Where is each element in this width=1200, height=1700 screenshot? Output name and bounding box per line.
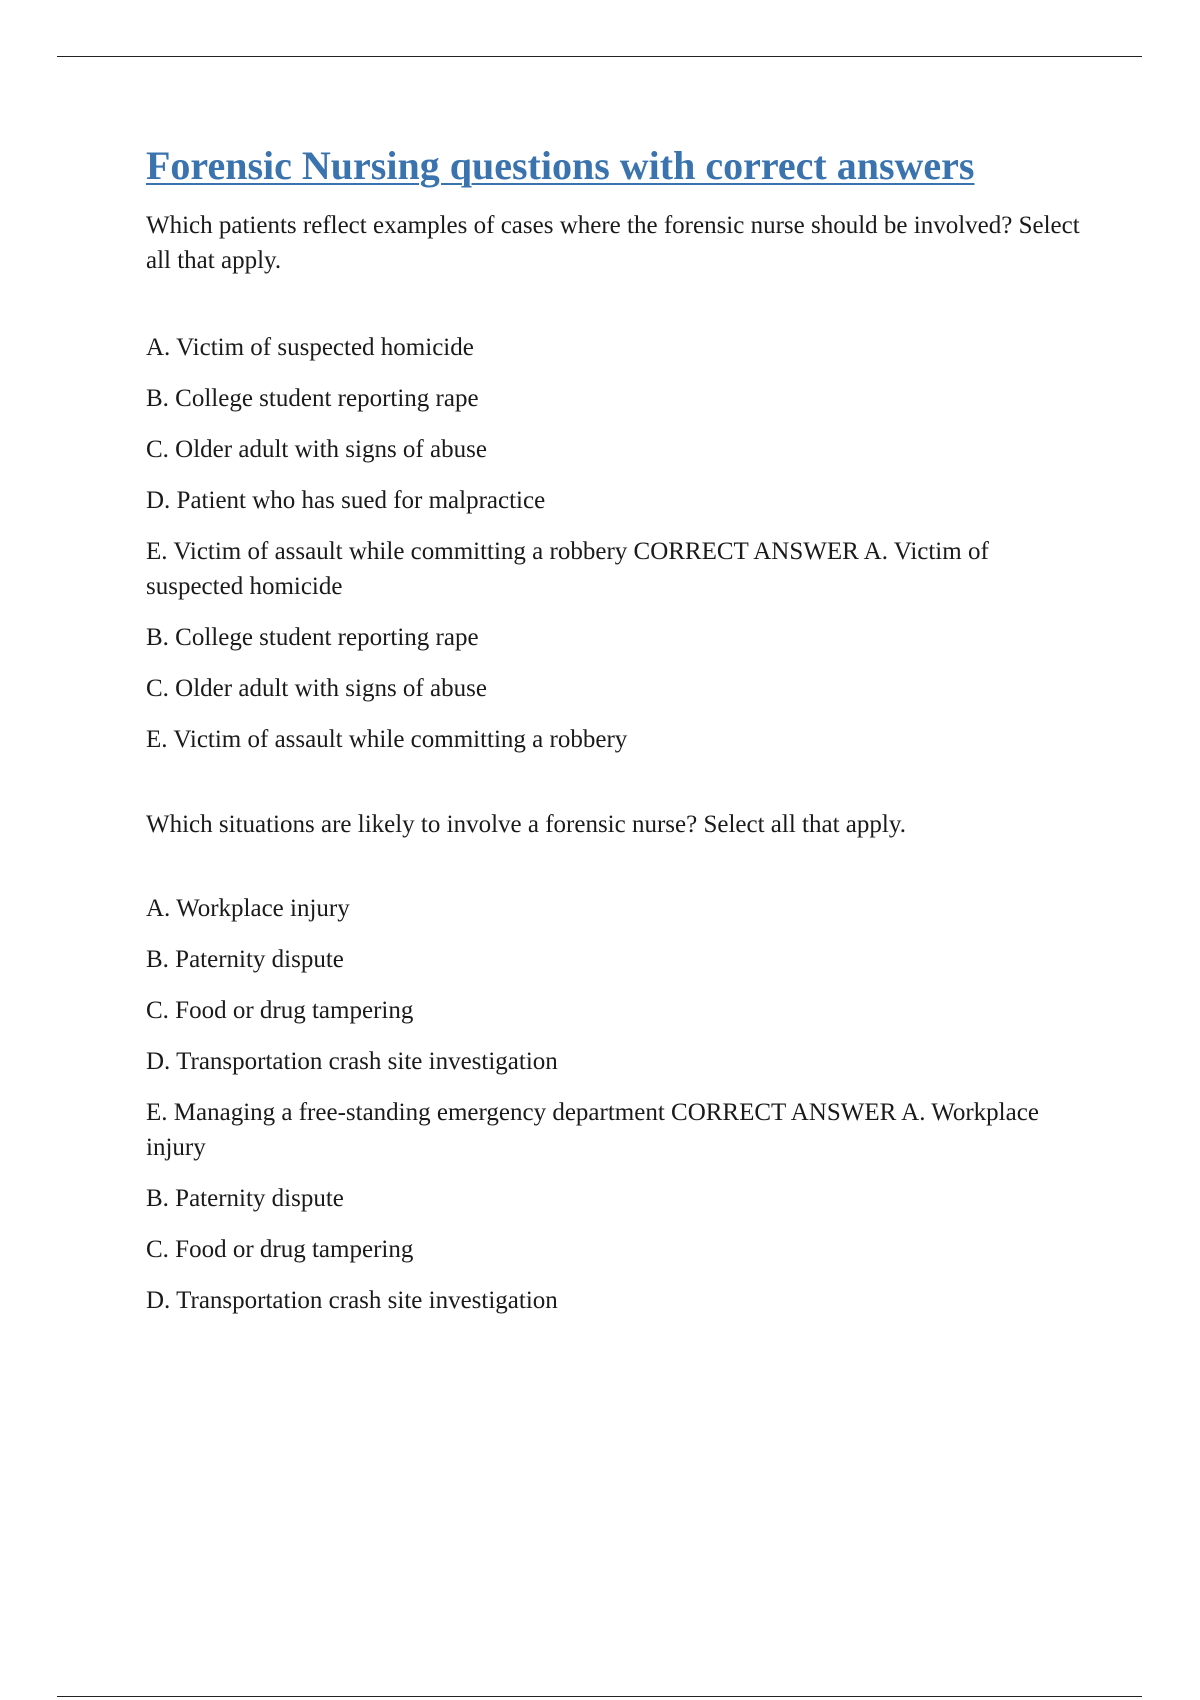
list-item: B. Paternity dispute	[146, 946, 344, 973]
header-rule	[57, 56, 1142, 57]
list-item: E. Victim of assault while committing a robbery	[146, 726, 628, 753]
list-item: C. Food or drug tampering	[146, 1236, 414, 1263]
list-item: A. Victim of suspected homicide	[146, 334, 474, 361]
question-2-text: Which situations are likely to involve a forensic nurse? Select all that apply.	[146, 811, 906, 838]
list-item: D. Patient who has sued for malpractice	[146, 487, 546, 514]
list-item: B. College student reporting rape	[146, 385, 479, 412]
list-item: D. Transportation crash site investigation	[146, 1048, 558, 1075]
question-1-text: Which patients reflect examples of cases where the forensic nurse should be involved? Select all that apply.	[146, 212, 1080, 274]
document-content	[146, 142, 1086, 1334]
list-item: B. Paternity dispute	[146, 1185, 344, 1212]
question-2-options	[146, 891, 1086, 1318]
list-item: A. Workplace injury	[146, 895, 350, 922]
list-item: C. Food or drug tampering	[146, 997, 414, 1024]
footer-rule	[57, 1696, 1142, 1697]
question-2	[146, 807, 1086, 1318]
list-item: B. College student reporting rape	[146, 624, 479, 651]
question-1-options	[146, 330, 1086, 757]
question-1	[146, 208, 1086, 757]
list-item: E. Managing a free-standing emergency department CORRECT ANSWER A. Workplace injury	[146, 1099, 1039, 1161]
document-title: Forensic Nursing questions with correct answers	[146, 143, 975, 188]
list-item: C. Older adult with signs of abuse	[146, 675, 487, 702]
list-item: D. Transportation crash site investigation	[146, 1287, 558, 1314]
list-item: C. Older adult with signs of abuse	[146, 436, 487, 463]
list-item: E. Victim of assault while committing a robbery CORRECT ANSWER A. Victim of suspected homicide	[146, 538, 989, 600]
